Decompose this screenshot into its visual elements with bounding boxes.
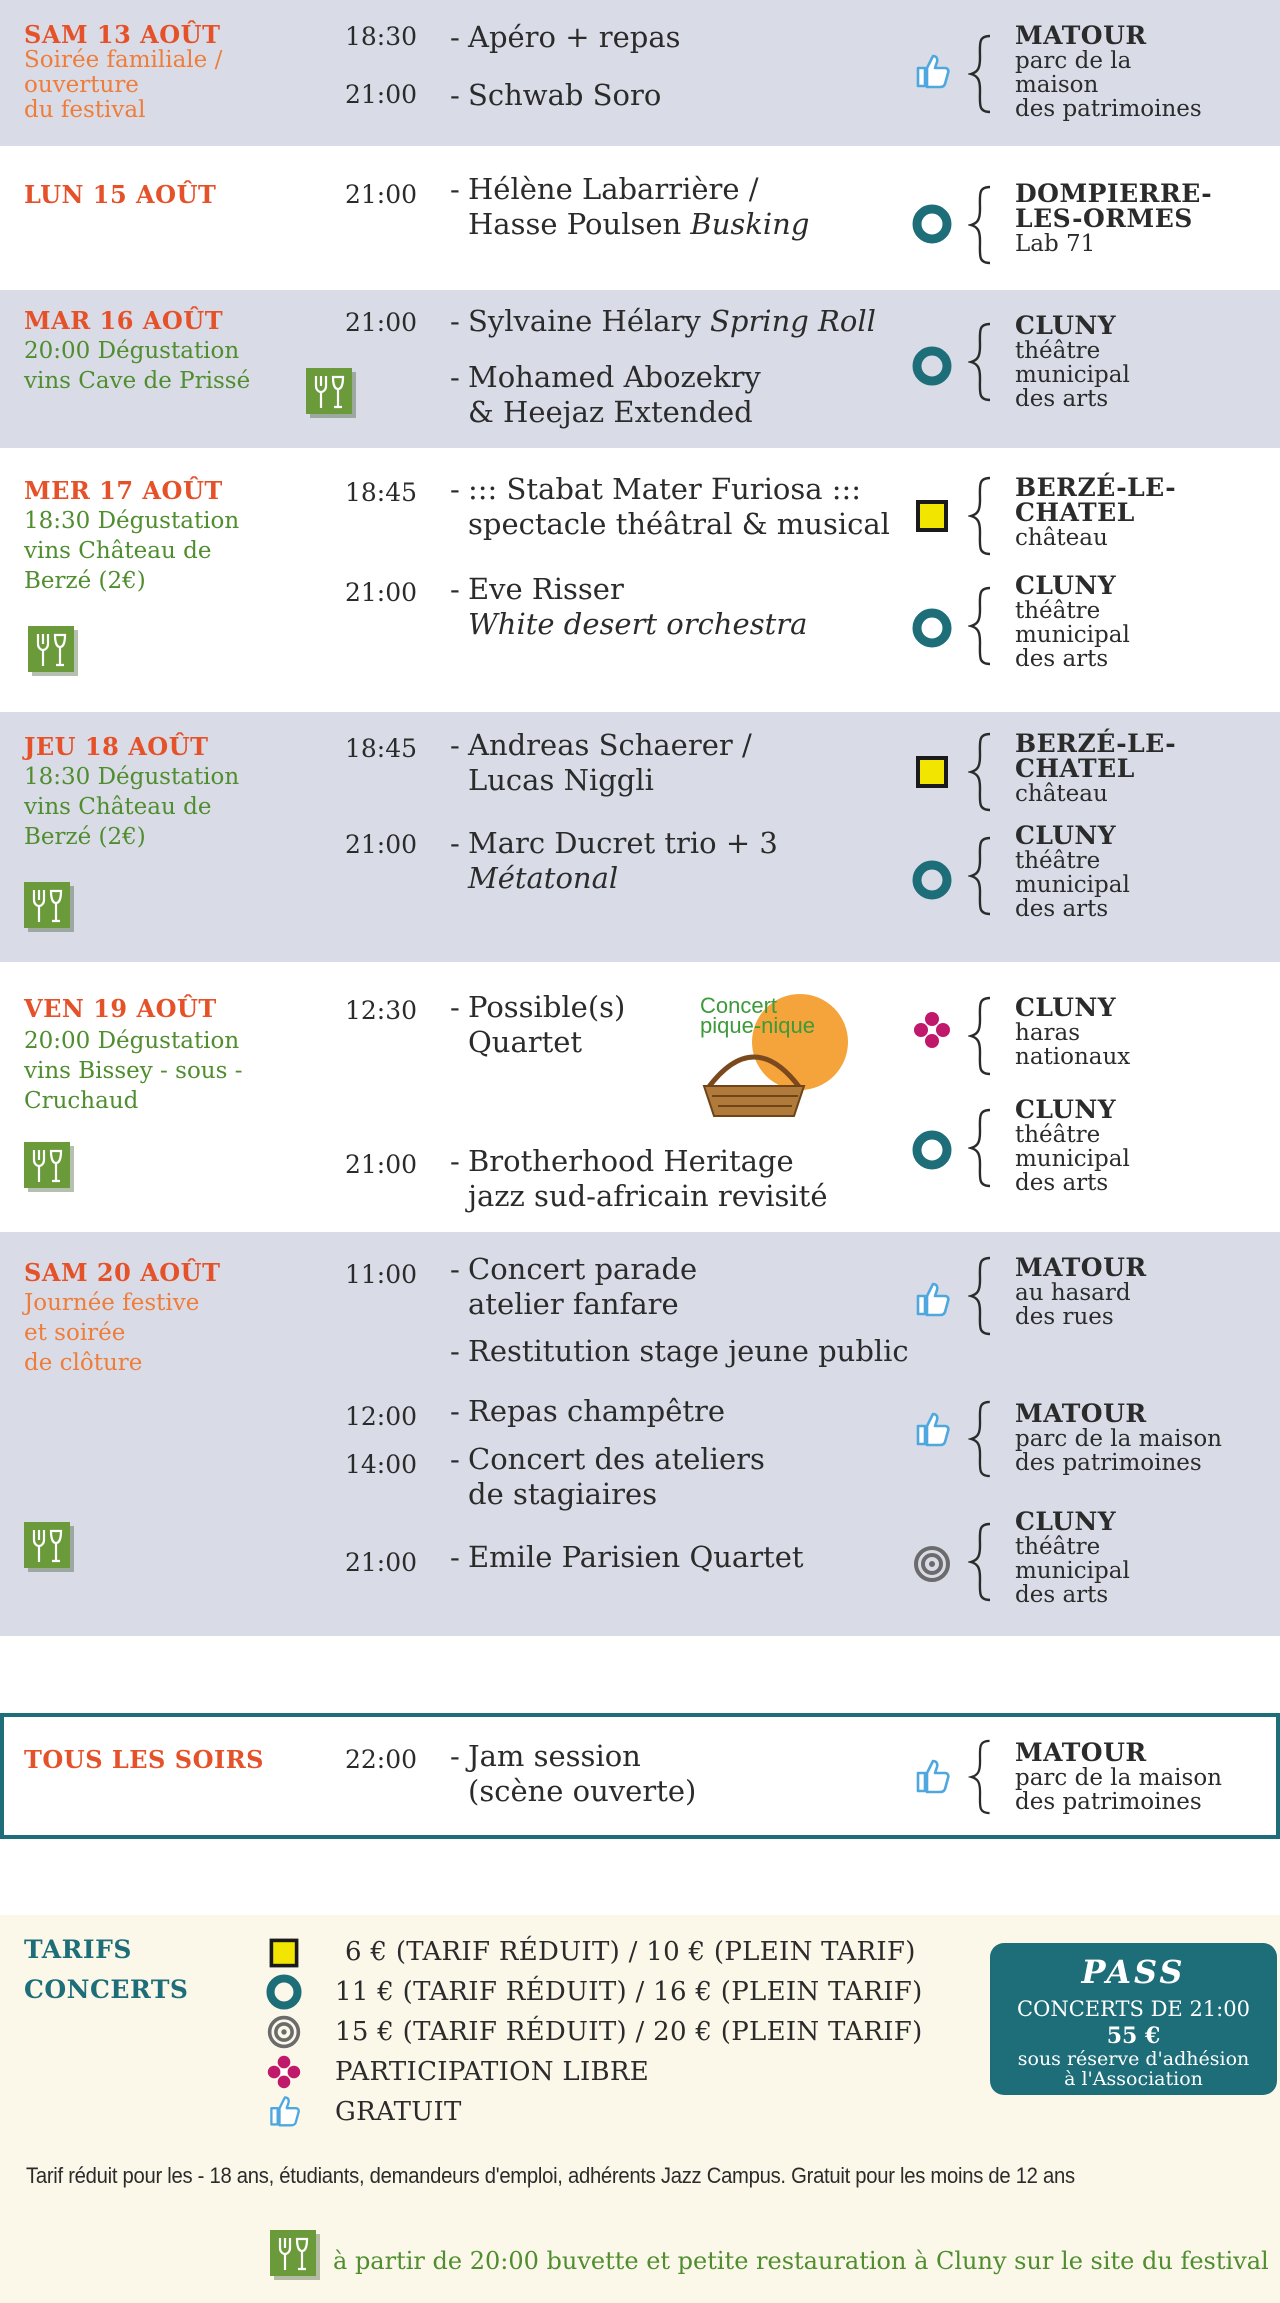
every-night-box (0, 1713, 1280, 1839)
brace-icon (968, 476, 994, 556)
day-note: 20:00 Dégustation vins Cave de Prissé (24, 338, 251, 394)
event-title: - Hélène Labarrière / Hasse Poulsen Busking (450, 172, 810, 241)
venue: CLUNY haras nationaux (1015, 993, 1131, 1070)
food-icon (24, 882, 76, 934)
brace-icon (968, 1400, 994, 1478)
venue: MATOUR parc de la maison des patrimoines (1015, 1738, 1222, 1815)
pink-flower-icon (266, 2054, 302, 2090)
grey-target-icon (912, 1544, 952, 1584)
pink-flower-icon (912, 1010, 952, 1050)
event-time: 18:45 (345, 734, 418, 763)
venue: CLUNY théâtre municipal des arts (1015, 571, 1130, 672)
venue: CLUNY théâtre municipal des arts (1015, 1095, 1130, 1196)
tarif-row: 15 € (TARIF RÉDUIT) / 20 € (PLEIN TARIF) (335, 2017, 923, 2047)
every-night-title: TOUS LES SOIRS (24, 1745, 264, 1774)
brace-icon (968, 24, 994, 124)
event-title: - Sylvaine Hélary Spring Roll (450, 304, 876, 338)
tarif-footnote: Tarif réduit pour les - 18 ans, étudiants, demandeurs d'emploi, adhérents Jazz Campus. Gratuit pour les moins de 12 ans (26, 2163, 1075, 2188)
event-time: 18:30 (345, 22, 418, 51)
venue: BERZÉ-LE- CHATEL château (1015, 729, 1177, 807)
brace-icon (968, 574, 994, 678)
venue: CLUNY théâtre municipal des arts (1015, 821, 1130, 922)
event-title: - Schwab Soro (450, 78, 662, 112)
day-title: VEN 19 AOÛT (24, 994, 217, 1023)
event-title: - Possible(s) Quartet (450, 990, 626, 1059)
day-note: Journée festive et soirée de clôture (24, 1290, 200, 1376)
event-title: - Marc Ducret trio + 3 Métatonal (450, 826, 778, 895)
brace-icon (968, 1256, 994, 1336)
food-icon (270, 2230, 322, 2282)
brace-icon (968, 996, 994, 1076)
tarifs-subtitle: CONCERTS (24, 1975, 189, 2004)
event-time: 12:30 (345, 996, 418, 1025)
thumbs-up-icon (912, 1408, 952, 1448)
venue: CLUNY théâtre municipal des arts (1015, 1507, 1130, 1608)
venue: MATOUR parc de la maison des patrimoines (1015, 21, 1202, 122)
teal-ring-icon (912, 608, 952, 648)
event-title: - Restitution stage jeune public (450, 1334, 909, 1368)
event-title: - Mohamed Abozekry & Heejaz Extended (450, 360, 761, 429)
food-icon (28, 626, 80, 678)
event-title: - Concert des ateliers de stagiaires (450, 1442, 765, 1511)
venue: BERZÉ-LE- CHATEL château (1015, 473, 1177, 551)
event-title: - Apéro + repas (450, 20, 681, 54)
food-icon (24, 1522, 76, 1574)
event-title: - Andreas Schaerer / Lucas Niggli (450, 728, 752, 797)
brace-icon (968, 1096, 994, 1200)
day-title: JEU 18 AOÛT (24, 732, 209, 761)
day-block-mer-17 (0, 448, 1280, 712)
day-title: LUN 15 AOÛT (24, 180, 217, 209)
day-block-mar-16 (0, 290, 1280, 448)
thumbs-up-icon (912, 1755, 952, 1795)
day-block-lun-15 (0, 146, 1280, 290)
tarif-row: GRATUIT (335, 2097, 462, 2127)
event-time: 14:00 (345, 1450, 418, 1479)
event-time: 21:00 (345, 308, 418, 337)
event-title: - Concert parade atelier fanfare (450, 1252, 698, 1321)
teal-ring-icon (266, 1974, 302, 2010)
yellow-square-icon (912, 752, 952, 792)
event-time: 12:00 (345, 1402, 418, 1431)
day-title: MER 17 AOÛT (24, 476, 223, 505)
pass-box (990, 1943, 1277, 2095)
event-title: - Repas champêtre (450, 1394, 726, 1428)
refreshments-note: à partir de 20:00 buvette et petite restauration à Cluny sur le site du festival (333, 2247, 1269, 2275)
teal-ring-icon (912, 204, 952, 244)
venue: CLUNY théâtre municipal des arts (1015, 311, 1130, 412)
day-block-ven-19 (0, 962, 1280, 1232)
brace-icon (968, 824, 994, 928)
event-time: 21:00 (345, 830, 418, 859)
pass-price: 55 € (1106, 2023, 1161, 2049)
brace-icon (968, 732, 994, 812)
brace-icon (968, 312, 994, 412)
day-block-sam-13 (0, 0, 1280, 146)
day-title: MAR 16 AOÛT (24, 306, 224, 335)
grey-target-icon (266, 2014, 302, 2050)
event-time: 18:45 (345, 478, 418, 507)
teal-ring-icon (912, 1130, 952, 1170)
pass-note: sous réserve d'adhésion à l'Association (1017, 2048, 1250, 2090)
day-note: 18:30 Dégustation vins Château de Berzé (2€) (24, 764, 240, 850)
brace-icon (968, 180, 994, 270)
event-title: - Emile Parisien Quartet (450, 1540, 804, 1574)
tarif-row: PARTICIPATION LIBRE (335, 2057, 650, 2087)
day-block-sam-20 (0, 1232, 1280, 1636)
event-time: 21:00 (345, 80, 418, 109)
event-time: 21:00 (345, 1548, 418, 1577)
picnic-label: Concert pique-nique (700, 993, 815, 1038)
event-title: - Brotherhood Heritage jazz sud-africain revisité (450, 1144, 828, 1213)
brace-icon (968, 1510, 994, 1614)
event-title: - Eve Risser White desert orchestra (450, 572, 808, 641)
thumbs-up-icon (266, 2092, 302, 2128)
yellow-square-icon (912, 496, 952, 536)
brace-icon (968, 1739, 994, 1815)
venue: DOMPIERRE- LES-ORMES Lab 71 (1015, 179, 1213, 257)
tarif-row: 6 € (TARIF RÉDUIT) / 10 € (PLEIN TARIF) (345, 1937, 916, 1967)
thumbs-up-icon (912, 50, 952, 90)
teal-ring-icon (912, 346, 952, 386)
food-icon (306, 368, 358, 420)
yellow-square-icon (266, 1935, 302, 1971)
tarifs-title: TARIFS (24, 1935, 132, 1964)
day-note: Soirée familiale / ouverture du festival (24, 47, 223, 123)
event-time: 21:00 (345, 180, 418, 209)
day-title: SAM 20 AOÛT (24, 1258, 221, 1287)
venue: MATOUR au hasard des rues (1015, 1253, 1147, 1330)
day-note: 20:00 Dégustation vins Bissey - sous - Cruchaud (24, 1028, 243, 1114)
event-time: 21:00 (345, 578, 418, 607)
pass-title: PASS (1081, 1953, 1186, 1991)
pass-line: CONCERTS DE 21:00 (1017, 1997, 1250, 2021)
day-block-jeu-18 (0, 712, 1280, 962)
event-title: - ::: Stabat Mater Furiosa ::: spectacle théâtral & musical (450, 472, 890, 541)
teal-ring-icon (912, 860, 952, 900)
event-time: 22:00 (345, 1745, 418, 1774)
day-title: SAM 13 AOÛT (24, 20, 221, 49)
day-note: 18:30 Dégustation vins Château de Berzé (2€) (24, 508, 240, 594)
event-title: - Jam session (scène ouverte) (450, 1739, 697, 1808)
event-time: 21:00 (345, 1150, 418, 1179)
event-time: 11:00 (345, 1260, 418, 1289)
venue: MATOUR parc de la maison des patrimoines (1015, 1399, 1222, 1476)
tarif-row: 11 € (TARIF RÉDUIT) / 16 € (PLEIN TARIF) (335, 1977, 923, 2007)
food-icon (24, 1142, 76, 1194)
thumbs-up-icon (912, 1278, 952, 1318)
